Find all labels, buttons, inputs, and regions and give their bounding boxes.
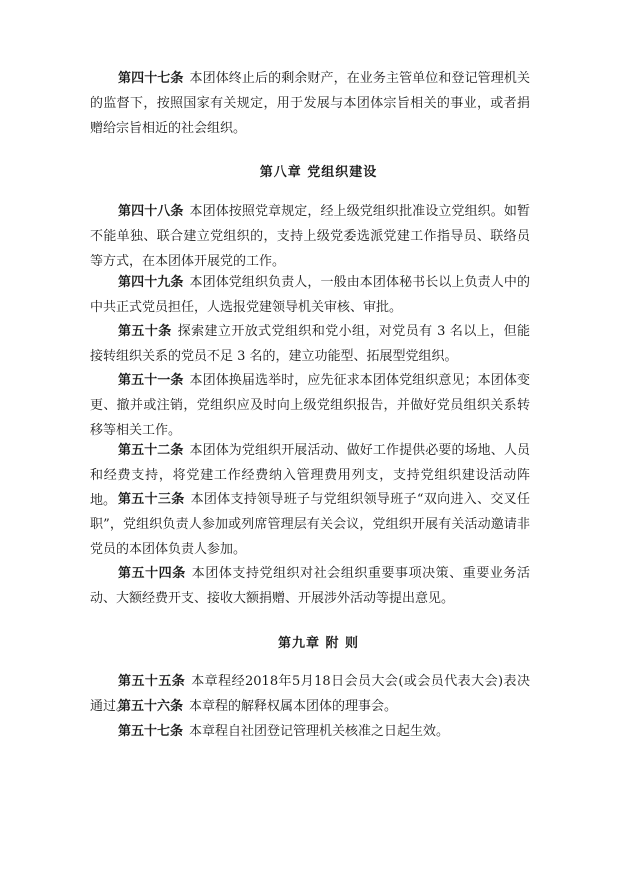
article-number: 第五十二条	[118, 443, 184, 458]
article-number: 第五十一条	[118, 373, 184, 388]
article-text: 本团体支持领导班子与党组织领导班子“双向进入、交叉任职”，党组织负责人参加或列席管理层有关会议，党组织开展有关活动邀请非党员的本团体负责人参加。	[90, 492, 530, 557]
article-text: 本团体为党组织开展活动、做好工作提供必要的场地、人员和经费支持，将党建工作经费纳入管理费用列支，支持党组织建设活动阵地。	[90, 443, 530, 508]
article-text: 探索建立开放式党组织和党小组，对党员有 3 名以上，但能接转组织关系的党员不足 3 名的，建立功能型、拓展型党组织。	[90, 324, 530, 364]
article-text: 本章程的解释权属本团体的理事会。	[189, 699, 398, 714]
article-number: 第四十九条	[118, 275, 184, 290]
article-text: 本章程自社团登记管理机关核准之日起生效。	[189, 724, 450, 739]
article-49	[90, 270, 530, 320]
article-number: 第五十三条	[118, 492, 185, 507]
article-number: 第五十四条	[118, 566, 186, 581]
article-number: 第四十七条	[118, 71, 184, 86]
article-57	[90, 719, 530, 744]
article-number: 第五十七条	[118, 724, 184, 739]
article-text: 本团体按照党章规定，经上级党组织批准设立党组织。如暂不能单独、联合建立党组织的，支持上级党委选派党建工作指导员、联络员等方式，在本团体开展党的工作。	[90, 204, 530, 269]
article-50	[90, 319, 530, 369]
article-text: 本团体党组织负责人，一般由本团体秘书长以上负责人中的中共正式党员担任，人选报党建领导机关审核、审批。	[90, 275, 530, 315]
article-54	[90, 561, 530, 611]
chapter-9-title: 第九章 附 则	[277, 636, 360, 651]
article-text: 本团体终止后的剩余财产，在业务主管单位和登记管理机关的监督下，按照国家有关规定，用于发展与本团体宗旨相关的事业，或者捐赠给宗旨相近的社会组织。	[90, 71, 530, 136]
article-53	[90, 487, 530, 562]
article-number: 第五十六条	[118, 699, 184, 714]
article-text: 本团体换届选举时，应先征求本团体党组织意见；本团体变更、撤并或注销，党组织应及时向上级党组织报告，并做好党员组织关系转移等相关工作。	[90, 373, 530, 438]
article-47	[90, 66, 530, 141]
article-text: 本章程经2018年5月18日会员大会(或会员代表大会)表决通过。	[90, 674, 530, 714]
article-48	[90, 199, 530, 274]
article-text: 本团体支持党组织对社会组织重要事项决策、重要业务活动、大额经费开支、接收大额捐赠、开展涉外活动等提出意见。	[90, 566, 530, 606]
article-number: 第五十五条	[118, 674, 186, 689]
article-number: 第五十条	[118, 324, 172, 339]
article-51	[90, 368, 530, 443]
article-number: 第四十八条	[118, 204, 184, 219]
article-56	[90, 694, 530, 719]
chapter-8-title: 第八章 党组织建设	[259, 165, 378, 180]
